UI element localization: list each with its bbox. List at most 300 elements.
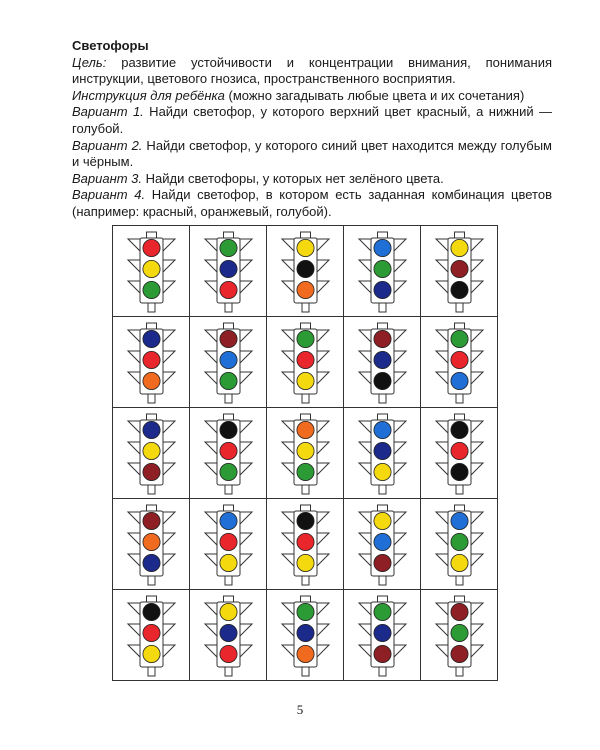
traffic-light-cell[interactable] (267, 317, 344, 408)
visor-right (317, 645, 329, 657)
visor-right (163, 372, 175, 384)
visor-right (163, 463, 175, 475)
visor-right (240, 330, 252, 342)
visor-right (471, 512, 483, 524)
variant-text: Найди светофор, у которого синий цвет находится между голубым и чёрным. (72, 137, 552, 170)
goal-text: развитие устойчивости и концентрации внимания, понимания инструкции, цветового гнозиса, пространственного восприятия. (72, 54, 552, 87)
visor-left (205, 624, 217, 636)
visor-right (394, 554, 406, 566)
goal-paragraph (72, 55, 552, 88)
visor-right (471, 239, 483, 251)
lamp-green (220, 239, 237, 256)
traffic-light-cell[interactable] (190, 226, 267, 317)
lamp-green (220, 372, 237, 389)
traffic-light-cell[interactable] (344, 408, 421, 499)
visor-right (471, 645, 483, 657)
visor-left (359, 463, 371, 475)
traffic-light-pole (379, 303, 386, 312)
visor-left (128, 645, 140, 657)
lamp-black (220, 421, 237, 438)
visor-left (359, 442, 371, 454)
variant-label: Вариант 3. (72, 170, 143, 186)
visor-left (436, 260, 448, 272)
traffic-light-cap (224, 505, 234, 511)
lamp-yellow (143, 442, 160, 459)
visor-right (163, 239, 175, 251)
visor-left (359, 512, 371, 524)
visor-right (240, 421, 252, 433)
lamp-black (451, 463, 468, 480)
traffic-light-cap (378, 232, 388, 238)
lamp-green (451, 624, 468, 641)
visor-left (359, 421, 371, 433)
traffic-light-pole (379, 576, 386, 585)
visor-right (163, 603, 175, 615)
visor-right (471, 260, 483, 272)
visor-left (282, 645, 294, 657)
variant-1 (72, 104, 552, 137)
visor-left (282, 554, 294, 566)
visor-left (359, 239, 371, 251)
traffic-light-cell[interactable] (267, 408, 344, 499)
visor-right (163, 442, 175, 454)
traffic-light-pole (379, 667, 386, 676)
lamp-red (297, 533, 314, 550)
visor-right (240, 533, 252, 545)
visor-left (128, 372, 140, 384)
variant-text: Найди светофор, у которого верхний цвет красный, а нижний — голубой. (72, 104, 552, 136)
visor-right (163, 351, 175, 363)
traffic-light-cap (378, 414, 388, 420)
visor-right (163, 645, 175, 657)
lamp-black (297, 512, 314, 529)
visor-right (317, 260, 329, 272)
traffic-light (190, 226, 267, 317)
lamp-black (451, 421, 468, 438)
visor-right (394, 533, 406, 545)
visor-left (205, 421, 217, 433)
visor-left (205, 463, 217, 475)
visor-left (205, 330, 217, 342)
lamp-navy (220, 624, 237, 641)
lamp-red (143, 351, 160, 368)
visor-right (471, 603, 483, 615)
visor-right (394, 442, 406, 454)
traffic-light-cell[interactable] (344, 317, 421, 408)
goal-label: Цель: (72, 54, 107, 70)
traffic-light-pole (302, 394, 309, 403)
lamp-red (451, 442, 468, 459)
variant-3 (72, 171, 552, 188)
lamp-blue (374, 421, 391, 438)
traffic-light-cell[interactable] (190, 499, 267, 590)
lamp-navy (374, 281, 391, 298)
traffic-light-cell[interactable] (190, 317, 267, 408)
lamp-red (143, 239, 160, 256)
visor-left (282, 372, 294, 384)
visor-right (240, 645, 252, 657)
visor-left (436, 624, 448, 636)
visor-left (128, 512, 140, 524)
visor-right (471, 442, 483, 454)
traffic-light (421, 226, 498, 317)
visor-left (282, 260, 294, 272)
visor-left (205, 442, 217, 454)
visor-right (317, 239, 329, 251)
lamp-maroon (143, 512, 160, 529)
traffic-light-cell[interactable] (344, 226, 421, 317)
traffic-light-cap (224, 414, 234, 420)
traffic-light-cap (378, 505, 388, 511)
visor-right (471, 421, 483, 433)
visor-left (359, 624, 371, 636)
lamp-maroon (374, 554, 391, 571)
visor-left (359, 372, 371, 384)
lamp-navy (143, 554, 160, 571)
traffic-light (113, 317, 190, 408)
visor-left (205, 533, 217, 545)
visor-right (394, 421, 406, 433)
visor-left (436, 603, 448, 615)
traffic-light-cell[interactable] (421, 499, 498, 590)
lamp-blue (220, 512, 237, 529)
visor-right (394, 281, 406, 293)
traffic-light-cap (224, 323, 234, 329)
visor-left (436, 239, 448, 251)
visor-right (317, 330, 329, 342)
traffic-light-cap (378, 323, 388, 329)
visor-left (436, 330, 448, 342)
visor-right (394, 512, 406, 524)
traffic-light (190, 590, 267, 681)
visor-right (163, 260, 175, 272)
traffic-light-cell[interactable] (113, 226, 190, 317)
visor-left (128, 463, 140, 475)
traffic-light-pole (379, 394, 386, 403)
visor-right (394, 372, 406, 384)
visor-left (205, 512, 217, 524)
instruction-label: Инструкция для ребёнка (72, 87, 225, 103)
traffic-light-cap (301, 596, 311, 602)
visor-right (317, 372, 329, 384)
visor-right (471, 281, 483, 293)
visor-right (394, 260, 406, 272)
visor-left (436, 281, 448, 293)
visor-left (282, 442, 294, 454)
visor-right (163, 624, 175, 636)
visor-right (471, 624, 483, 636)
lamp-red (220, 281, 237, 298)
visor-right (317, 463, 329, 475)
traffic-light-cell[interactable] (421, 590, 498, 681)
traffic-light-cell[interactable] (113, 590, 190, 681)
visor-right (163, 533, 175, 545)
variant-label: Вариант 1. (72, 104, 144, 120)
lamp-navy (143, 421, 160, 438)
traffic-light (267, 226, 344, 317)
traffic-light (267, 317, 344, 408)
visor-left (205, 260, 217, 272)
lamp-navy (374, 351, 391, 368)
traffic-light-cell[interactable] (190, 408, 267, 499)
visor-right (163, 281, 175, 293)
traffic-light-pole (302, 485, 309, 494)
visor-left (205, 554, 217, 566)
lamp-yellow (297, 239, 314, 256)
visor-right (394, 330, 406, 342)
traffic-light (344, 590, 421, 681)
lamp-blue (451, 372, 468, 389)
visor-left (282, 512, 294, 524)
visor-left (128, 330, 140, 342)
lamp-green (297, 330, 314, 347)
visor-left (128, 442, 140, 454)
traffic-light-cell[interactable] (267, 499, 344, 590)
traffic-light-cell[interactable] (113, 408, 190, 499)
traffic-light (267, 590, 344, 681)
lamp-yellow (374, 512, 391, 529)
visor-right (317, 351, 329, 363)
traffic-light-cap (147, 414, 157, 420)
traffic-light-cap (455, 505, 465, 511)
visor-left (436, 351, 448, 363)
traffic-light-cell[interactable] (267, 226, 344, 317)
lamp-red (451, 351, 468, 368)
lamp-yellow (220, 554, 237, 571)
traffic-light (113, 408, 190, 499)
text-block (72, 38, 552, 221)
traffic-light-pole (379, 485, 386, 494)
visor-right (317, 512, 329, 524)
page-number: 5 (296, 702, 304, 717)
lamp-blue (374, 239, 391, 256)
traffic-light-pole (302, 303, 309, 312)
traffic-light-cap (147, 505, 157, 511)
traffic-light-pole (225, 394, 232, 403)
visor-left (205, 372, 217, 384)
lamp-yellow (297, 442, 314, 459)
lamp-green (374, 603, 391, 620)
instruction-paragraph (72, 88, 552, 105)
traffic-light-pole (225, 667, 232, 676)
lamp-black (451, 281, 468, 298)
lamp-red (220, 442, 237, 459)
visor-right (471, 533, 483, 545)
lamp-green (143, 281, 160, 298)
lamp-yellow (451, 239, 468, 256)
visor-right (394, 603, 406, 615)
traffic-light (190, 499, 267, 590)
lamp-maroon (451, 603, 468, 620)
visor-right (471, 554, 483, 566)
lamp-blue (220, 351, 237, 368)
visor-left (282, 421, 294, 433)
lamp-navy (143, 330, 160, 347)
lamp-maroon (143, 463, 160, 480)
lamp-navy (297, 624, 314, 641)
lamp-navy (374, 624, 391, 641)
visor-right (471, 463, 483, 475)
visor-left (282, 330, 294, 342)
visor-left (359, 260, 371, 272)
lamp-green (220, 463, 237, 480)
traffic-light-cap (455, 414, 465, 420)
traffic-light-cell[interactable] (421, 317, 498, 408)
visor-right (471, 351, 483, 363)
traffic-light (344, 317, 421, 408)
lamp-yellow (143, 260, 160, 277)
lamp-maroon (220, 330, 237, 347)
lamp-orange (297, 421, 314, 438)
traffic-light-cap (147, 596, 157, 602)
visor-left (128, 260, 140, 272)
lamp-blue (374, 533, 391, 550)
visor-right (163, 512, 175, 524)
traffic-light-cell[interactable] (421, 408, 498, 499)
visor-left (436, 645, 448, 657)
visor-left (205, 239, 217, 251)
visor-right (240, 281, 252, 293)
visor-left (205, 645, 217, 657)
visor-right (317, 624, 329, 636)
visor-left (359, 330, 371, 342)
traffic-light-pole (225, 485, 232, 494)
traffic-light (344, 408, 421, 499)
lamp-black (374, 372, 391, 389)
visor-left (359, 603, 371, 615)
visor-right (394, 624, 406, 636)
variant-2 (72, 138, 552, 171)
traffic-light-pole (456, 667, 463, 676)
visor-right (240, 260, 252, 272)
traffic-light-cell[interactable] (113, 499, 190, 590)
visor-right (240, 463, 252, 475)
traffic-light-pole (225, 303, 232, 312)
visor-left (436, 554, 448, 566)
visor-left (128, 239, 140, 251)
visor-right (317, 603, 329, 615)
visor-right (240, 351, 252, 363)
traffic-light-pole (148, 576, 155, 585)
traffic-light-cap (301, 505, 311, 511)
traffic-light-pole (456, 485, 463, 494)
traffic-light (344, 226, 421, 317)
page-title: Светофоры (72, 38, 149, 53)
visor-left (436, 512, 448, 524)
lamp-maroon (451, 645, 468, 662)
traffic-light-cell[interactable] (190, 590, 267, 681)
traffic-light (421, 317, 498, 408)
lamp-green (451, 330, 468, 347)
visor-right (317, 281, 329, 293)
visor-right (163, 330, 175, 342)
visor-right (240, 512, 252, 524)
lamp-green (297, 603, 314, 620)
visor-left (128, 351, 140, 363)
lamp-yellow (374, 463, 391, 480)
variant-text: Найди светофоры, у которых нет зелёного цвета. (142, 170, 444, 186)
lamp-orange (143, 372, 160, 389)
traffic-light-cell[interactable] (344, 590, 421, 681)
traffic-light-cell[interactable] (421, 226, 498, 317)
traffic-light (421, 499, 498, 590)
lamp-black (297, 260, 314, 277)
visor-right (471, 372, 483, 384)
traffic-light-pole (456, 303, 463, 312)
visor-left (359, 351, 371, 363)
traffic-light (344, 499, 421, 590)
lamp-orange (297, 645, 314, 662)
lamp-yellow (451, 554, 468, 571)
visor-left (205, 281, 217, 293)
traffic-light-cap (378, 596, 388, 602)
visor-right (240, 554, 252, 566)
visor-left (436, 372, 448, 384)
lamp-red (220, 533, 237, 550)
visor-right (240, 624, 252, 636)
lamp-yellow (143, 645, 160, 662)
traffic-light-cap (455, 596, 465, 602)
visor-right (240, 442, 252, 454)
visor-left (128, 421, 140, 433)
lamp-black (143, 603, 160, 620)
traffic-light-cell[interactable] (344, 499, 421, 590)
lamp-orange (297, 281, 314, 298)
traffic-light (421, 590, 498, 681)
visor-right (317, 554, 329, 566)
visor-left (282, 463, 294, 475)
traffic-light-cell[interactable] (113, 317, 190, 408)
lamp-red (220, 645, 237, 662)
visor-left (128, 624, 140, 636)
visor-right (240, 372, 252, 384)
lamp-green (451, 533, 468, 550)
traffic-light-cap (147, 323, 157, 329)
visor-left (205, 603, 217, 615)
variant-text: Найди светофор, в котором есть заданная комбинация цветов (например: красный, оранжевый, голубой). (72, 187, 552, 219)
variant-label: Вариант 2. (72, 137, 143, 153)
visor-left (128, 533, 140, 545)
traffic-light-pole (225, 576, 232, 585)
lamp-navy (220, 260, 237, 277)
instruction-note: (можно загадывать любые цвета и их сочетания) (224, 87, 525, 103)
lamp-red (297, 351, 314, 368)
traffic-light-cap (224, 596, 234, 602)
visor-left (359, 533, 371, 545)
traffic-light-cap (301, 414, 311, 420)
traffic-light-pole (148, 394, 155, 403)
traffic-light-cell[interactable] (267, 590, 344, 681)
visor-right (240, 239, 252, 251)
variant-4 (72, 187, 552, 220)
visor-left (282, 603, 294, 615)
traffic-light-grid (112, 225, 498, 681)
visor-left (359, 281, 371, 293)
visor-right (394, 645, 406, 657)
visor-right (317, 442, 329, 454)
visor-right (394, 351, 406, 363)
traffic-light (190, 317, 267, 408)
visor-right (317, 421, 329, 433)
visor-left (282, 239, 294, 251)
traffic-light-pole (148, 303, 155, 312)
visor-left (282, 351, 294, 363)
visor-right (163, 554, 175, 566)
visor-left (436, 442, 448, 454)
lamp-navy (374, 442, 391, 459)
visor-right (317, 533, 329, 545)
lamp-yellow (220, 603, 237, 620)
